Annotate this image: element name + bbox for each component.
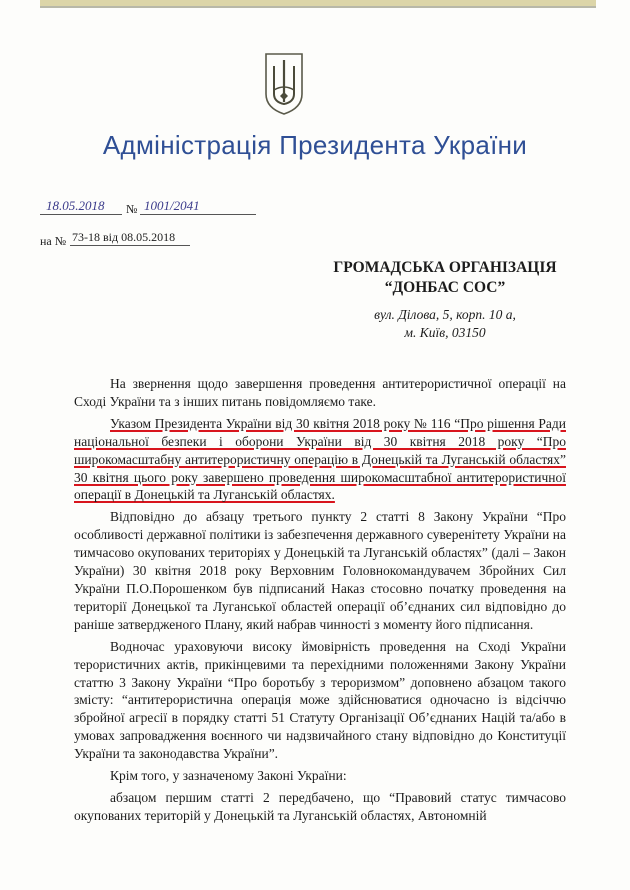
number-label: № (126, 202, 138, 216)
addressee-line2: “ДОНБАС СОС” (384, 279, 506, 296)
addressee-block (320, 258, 570, 298)
reference-text: 73-18 від 08.05.2018 (72, 230, 176, 244)
addressee-line1: ГРОМАДСЬКА ОРГАНІЗАЦІЯ (333, 259, 557, 276)
paragraph-decree (74, 415, 566, 505)
institution-title: Адміністрація Президента України (102, 130, 528, 160)
reference-prefix: на № (40, 234, 67, 248)
scan-top-edge-shadow (40, 6, 596, 8)
paragraph-intro: На звернення щодо завершення проведення антитерористичної операції на Сході України та з інших питань повідомляємо таке. (74, 376, 566, 409)
outgoing-number-line (140, 214, 256, 215)
decree-text: Указом Президента України від 30 квітня 2018 року № 116 “Про рішення Ради національної безпеки і оборони України від 30 квітня 2018 року “Про широкомасштабну антитерористичну операцію в Донецькій та Луганській областях” 30 квітня цього року завершено проведення широкомасштабної антитерористичної операції в Донецькій та Луганській областях. (74, 415, 566, 503)
reference-line (70, 245, 190, 246)
outgoing-number: 1001/2041 (144, 198, 200, 213)
outgoing-date-line (40, 214, 122, 215)
address-line2: м. Київ, 03150 (404, 325, 486, 340)
address-line1: вул. Ділова, 5, корп. 10 а, (374, 307, 516, 322)
addressee-address (320, 306, 570, 342)
paragraph-terrorism-law: Водночас ураховуючи високу ймовірність проведення на Сході України терористичних актів, прикінцевими та перехідними положеннями Закону України статтю 3 Закону України “Про боротьбу з тероризмом” доповнено абзацом такого змісту: “антитерористична операція може здійснюватися одночасно із відсіччю збройної агресії в порядку статті 51 Статуту Організації Об’єднаних Націй та/або в умовах запровадження воєнного чи надзвичайного стану відповідно до Конституції України та законодавства України”. (74, 638, 566, 762)
outgoing-registration (40, 198, 220, 218)
paragraph-order: Відповідно до абзацу третього пункту 2 статті 8 Закону України “Про особливості державної політики із забезпечення державного суверенітету України на тимчасово окупованих територіях у Донецькій та Луганській областях” (далі – Закон України) 30 квітня 2018 року Верховним Головнокомандувачем Збройних Сил України П.О.Порошенком був підписаний Наказ стосовно початку проведення на території Донецької та Луганської областей операції об’єднаних сил відповідно до раніше затвердженого Плану, який набрав чинності з моменту його підписання. (74, 509, 566, 632)
reference-registration (40, 230, 200, 250)
paragraph-also: Крім того, у зазначеному Законі України: (110, 768, 347, 784)
trident-emblem-icon (262, 50, 306, 116)
paragraph-article2: абзацом першим статті 2 передбачено, що “Правовий статус тимчасово окупованих територій у Донецькій та Луганській областях, Автономній (74, 789, 566, 823)
letter-body (74, 375, 566, 825)
outgoing-date: 18.05.2018 (46, 198, 105, 213)
